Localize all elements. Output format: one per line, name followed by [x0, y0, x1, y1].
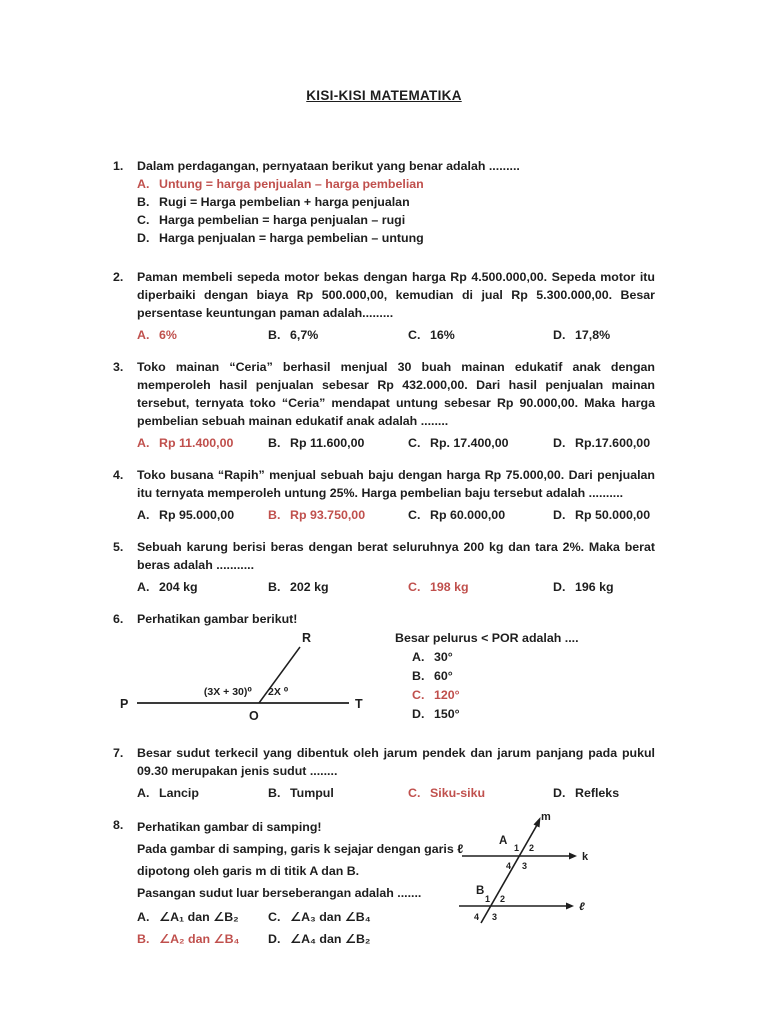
- option-a: [137, 906, 268, 928]
- point-label-T: T: [355, 697, 363, 711]
- option-label: D.: [553, 786, 566, 800]
- question-1: [113, 157, 655, 247]
- option-label: A.: [137, 786, 150, 800]
- question-number: 5.: [113, 540, 124, 554]
- option-label: A.: [137, 580, 150, 594]
- option-text: 60°: [434, 669, 453, 683]
- angle-A4: 4: [506, 861, 512, 871]
- question-stem: Besar sudut terkecil yang dibentuk oleh jarum pendek dan jarum panjang pada pukul 09.30 merupakan jenis sudut ........: [137, 746, 655, 778]
- angle-B4: 4: [474, 912, 480, 922]
- option-label: B.: [268, 328, 281, 342]
- option-c: [408, 578, 553, 596]
- options-row: [137, 434, 655, 452]
- options-row: [137, 326, 655, 344]
- option-label: B.: [137, 932, 150, 946]
- option-b: [137, 928, 268, 950]
- line-label-m: m: [541, 811, 551, 823]
- option-text: 196 kg: [575, 580, 614, 594]
- parallel-lines-svg: [449, 810, 659, 942]
- question-3: [113, 358, 655, 452]
- option-text: Lancip: [159, 786, 199, 800]
- option-d: [553, 578, 655, 596]
- option-c: [408, 506, 553, 524]
- option-a: [137, 434, 268, 452]
- option-a: [395, 648, 579, 667]
- option-text: Tumpul: [290, 786, 334, 800]
- question-stem: Toko busana “Rapih” menjual sebuah baju dengan harga Rp 75.000,00. Dari penjualan itu ternyata memperoleh untung 25%. Harga pembelian baju tersebut adalah ..........: [137, 468, 655, 500]
- angle-label-left: (3X + 30)⁰: [203, 686, 252, 698]
- option-text: 120°: [434, 688, 460, 702]
- question-number: 8.: [113, 818, 124, 832]
- question-number: 7.: [113, 746, 124, 760]
- option-label: B.: [137, 195, 150, 209]
- option-a: [137, 326, 268, 344]
- option-c: [395, 686, 579, 705]
- option-text: 17,8%: [575, 328, 611, 342]
- question-heading: Perhatikan gambar di samping!: [137, 820, 322, 834]
- options-row: [137, 506, 655, 524]
- question-number: 4.: [113, 468, 124, 482]
- arrow-l-icon: [566, 903, 574, 910]
- option-label: D.: [553, 508, 566, 522]
- option-text: Rp 60.000,00: [430, 508, 506, 522]
- option-text: 198 kg: [430, 580, 469, 594]
- option-label: B.: [268, 436, 281, 450]
- option-d: [137, 229, 655, 247]
- option-d: [553, 434, 655, 452]
- question-2: [113, 268, 655, 344]
- question-line: Pasangan sudut luar berseberangan adalah .......: [137, 886, 422, 900]
- option-label: C.: [408, 508, 421, 522]
- option-label: C.: [268, 910, 281, 924]
- question-prompt: Besar pelurus < POR adalah ....: [395, 631, 579, 645]
- question-stem: Paman membeli sepeda motor bekas dengan harga Rp 4.500.000,00. Sepeda motor itu diperbaiki dengan biaya Rp 500.000,00, kemudian di jual Rp 5.300.000,00. Besar persentase keuntungan paman adalah.........: [137, 270, 655, 320]
- option-c: [408, 326, 553, 344]
- question-8-text: [137, 816, 467, 950]
- option-label: D.: [553, 436, 566, 450]
- angle-diagram-svg: [115, 629, 377, 725]
- option-text: Rp 95.000,00: [159, 508, 235, 522]
- question-number: 1.: [113, 159, 124, 173]
- question-4: [113, 466, 655, 524]
- point-label-O: O: [249, 709, 259, 723]
- option-text: Rp.17.600,00: [575, 436, 651, 450]
- option-label: B.: [412, 669, 425, 683]
- option-label: D.: [137, 231, 150, 245]
- option-b: [137, 193, 655, 211]
- angle-B1: 1: [485, 894, 491, 904]
- option-text: ∠A₃ dan ∠B₄: [290, 910, 371, 924]
- option-text: Refleks: [575, 786, 620, 800]
- figure-parallel-lines-diagram: [449, 810, 659, 950]
- option-b: [268, 784, 408, 802]
- option-label: C.: [137, 213, 150, 227]
- option-label: B.: [268, 508, 281, 522]
- option-text: 6%: [159, 328, 177, 342]
- option-d: [553, 784, 655, 802]
- option-b: [268, 326, 408, 344]
- question-number: 2.: [113, 270, 124, 284]
- question-number: 3.: [113, 360, 124, 374]
- point-label-B: B: [476, 885, 485, 897]
- line-m: [481, 825, 537, 923]
- option-label: B.: [268, 580, 281, 594]
- option-a: [137, 175, 655, 193]
- option-a: [137, 578, 268, 596]
- angle-label-right: 2X ⁰: [268, 686, 289, 698]
- option-text: Rp 50.000,00: [575, 508, 651, 522]
- option-c: [408, 434, 553, 452]
- option-label: A.: [137, 436, 150, 450]
- option-text: Rugi = Harga pembelian + harga penjualan: [159, 195, 410, 209]
- option-label: B.: [268, 786, 281, 800]
- option-b: [268, 434, 408, 452]
- option-label: A.: [137, 508, 150, 522]
- option-label: D.: [553, 580, 566, 594]
- angle-A2: 2: [529, 843, 535, 853]
- question-6: [113, 610, 655, 730]
- option-label: A.: [412, 650, 425, 664]
- option-a: [137, 506, 268, 524]
- option-text: Harga penjualan = harga pembelian – untung: [159, 231, 424, 245]
- options-row: [137, 578, 655, 596]
- option-label: D.: [553, 328, 566, 342]
- option-c: [408, 784, 553, 802]
- option-d: [268, 928, 467, 950]
- point-label-R: R: [302, 631, 312, 645]
- option-text: 6,7%: [290, 328, 319, 342]
- option-label: A.: [137, 910, 150, 924]
- options-row: [137, 784, 655, 802]
- option-text: 204 kg: [159, 580, 198, 594]
- option-a: [137, 784, 268, 802]
- question-6-answers: [395, 629, 579, 730]
- arrow-m-icon: [534, 817, 541, 828]
- option-label: C.: [412, 688, 425, 702]
- question-stem: Sebuah karung berisi beras dengan berat seluruhnya 200 kg dan tara 2%. Maka berat beras adalah ...........: [137, 540, 655, 572]
- line-label-k: k: [582, 851, 589, 863]
- option-label: C.: [408, 580, 421, 594]
- option-text: 30°: [434, 650, 453, 664]
- point-label-P: P: [120, 697, 129, 711]
- option-text: ∠A₁ dan ∠B₂: [159, 910, 239, 924]
- question-5: [113, 538, 655, 596]
- line-label-l: ℓ: [579, 901, 585, 913]
- point-label-A: A: [499, 835, 508, 847]
- question-line: dipotong oleh garis m di titik A dan B.: [137, 864, 360, 878]
- arrow-k-icon: [569, 853, 577, 860]
- option-b: [268, 578, 408, 596]
- option-text: Harga pembelian = harga penjualan – rugi: [159, 213, 406, 227]
- option-label: C.: [408, 786, 421, 800]
- question-stem: Dalam perdagangan, pernyataan berikut yang benar adalah .........: [137, 159, 520, 173]
- option-label: C.: [408, 436, 421, 450]
- option-c: [268, 906, 467, 928]
- option-text: Rp 93.750,00: [290, 508, 366, 522]
- option-text: ∠A₄ dan ∠B₂: [290, 932, 371, 946]
- angle-A3: 3: [522, 861, 528, 871]
- option-d: [553, 506, 655, 524]
- question-number: 6.: [113, 612, 124, 626]
- option-text: 150°: [434, 707, 460, 721]
- option-text: Rp 11.600,00: [290, 436, 365, 450]
- question-stem: Toko mainan “Ceria” berhasil menjual 30 buah mainan edukatif anak dengan memperoleh hasil penjualan sebesar Rp 432.000,00. Dari hasil penjualan mainan tersebut, ternyata toko “Ceria” mendapat untung sebesar Rp 90.000,00. Maka harga pembelian sebuah mainan edukatif anak adalah ........: [137, 360, 655, 428]
- option-text: 16%: [430, 328, 455, 342]
- question-8: [113, 811, 655, 950]
- options-grid: [137, 906, 467, 950]
- option-label: D.: [412, 707, 425, 721]
- option-label: A.: [137, 177, 150, 191]
- angle-B3: 3: [492, 912, 498, 922]
- option-d: [395, 705, 579, 724]
- option-text: 202 kg: [290, 580, 329, 594]
- option-text: Rp 11.400,00: [159, 436, 234, 450]
- option-c: [137, 211, 655, 229]
- option-label: C.: [408, 328, 421, 342]
- option-b: [395, 667, 579, 686]
- option-text: ∠A₂ dan ∠B₄: [159, 932, 240, 946]
- figure-angle-diagram: [115, 629, 377, 730]
- angle-B2: 2: [500, 894, 506, 904]
- question-stem: Perhatikan gambar berikut!: [137, 612, 298, 626]
- question-line: Pada gambar di samping, garis k sejajar dengan garis ℓ: [137, 842, 464, 856]
- option-text: Rp. 17.400,00: [430, 436, 509, 450]
- option-label: A.: [137, 328, 150, 342]
- option-label: D.: [268, 932, 281, 946]
- option-b: [268, 506, 408, 524]
- question-7: [113, 744, 655, 802]
- option-d: [553, 326, 655, 344]
- angle-A1: 1: [514, 843, 520, 853]
- option-text: Siku-siku: [430, 786, 486, 800]
- page-title: KISI-KISI MATEMATIKA: [306, 88, 462, 103]
- option-text: Untung = harga penjualan – harga pembelian: [159, 177, 424, 191]
